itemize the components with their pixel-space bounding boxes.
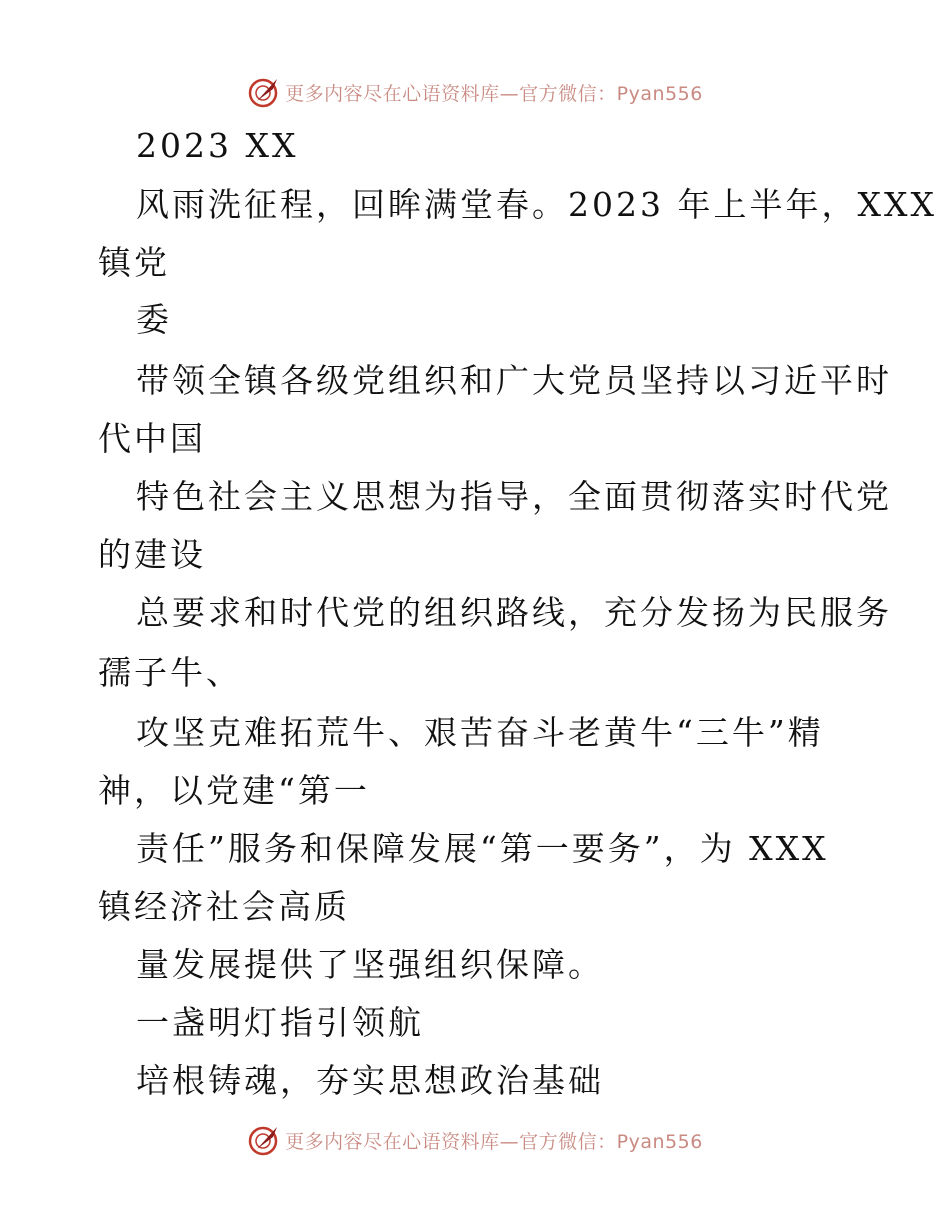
doc-line: 一盏明灯指引领航 bbox=[136, 1003, 424, 1042]
doc-line: 镇党 bbox=[98, 243, 170, 282]
watermark-text: 更多内容尽在心语资料库—官方微信：Pyan556 bbox=[285, 82, 703, 105]
doc-line: 神，以党建“第一 bbox=[98, 771, 370, 810]
doc-line: 代中国 bbox=[98, 419, 206, 458]
doc-line: 责任”服务和保障发展“第一要务”，为 XXX bbox=[136, 829, 829, 868]
quill-pen-circle-icon bbox=[247, 1123, 281, 1157]
doc-line: 量发展提供了坚强组织保障。 bbox=[136, 945, 604, 984]
doc-line: 培根铸魂，夯实思想政治基础 bbox=[136, 1061, 604, 1100]
doc-line: 的建设 bbox=[98, 535, 206, 574]
doc-line: 镇经济社会高质 bbox=[98, 887, 350, 926]
doc-line: 带领全镇各级党组织和广大党员坚持以习近平时 bbox=[136, 361, 892, 400]
footer-watermark bbox=[0, 1120, 950, 1160]
doc-line: 2023 XX bbox=[136, 126, 299, 165]
watermark-text: 更多内容尽在心语资料库—官方微信：Pyan556 bbox=[285, 1130, 703, 1153]
doc-line: 孺子牛、 bbox=[98, 653, 242, 692]
doc-line: 特色社会主义思想为指导，全面贯彻落实时代党 bbox=[136, 477, 892, 516]
doc-line: 委 bbox=[136, 300, 172, 339]
doc-line: 总要求和时代党的组织路线，充分发扬为民服务 bbox=[136, 593, 892, 632]
doc-line: 风雨洗征程，回眸满堂春。2023 年上半年，XXX bbox=[136, 185, 937, 224]
doc-line: 攻坚克难拓荒牛、艰苦奋斗老黄牛“三牛”精 bbox=[136, 713, 824, 752]
